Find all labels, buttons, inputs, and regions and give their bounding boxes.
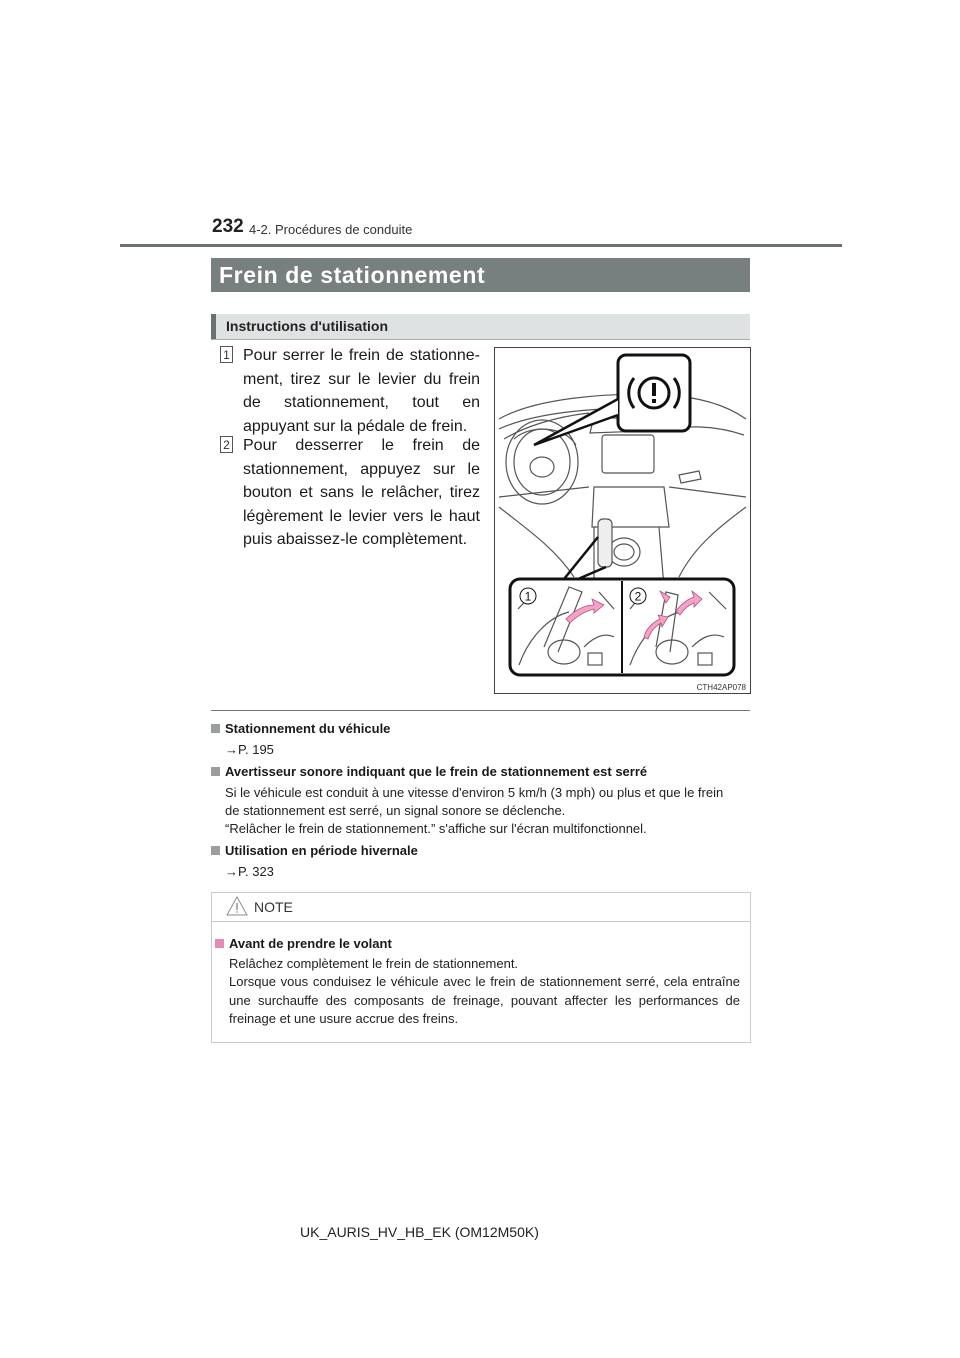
header-rule xyxy=(120,244,842,247)
caution-body-line-1: Relâchez complètement le frein de stationnement. xyxy=(229,956,519,971)
caution-header-rule xyxy=(212,921,750,922)
breadcrumb: 4-2. Procédures de conduite xyxy=(249,222,413,237)
caution-heading: Avant de prendre le volant xyxy=(215,936,392,951)
note-body-parking: →P. 195 xyxy=(225,742,274,757)
illustration-code: CTH42AP078 xyxy=(696,683,746,692)
note-heading-parking: Stationnement du véhicule xyxy=(211,721,390,736)
caution-label: NOTE xyxy=(254,899,293,915)
caution-triangle-icon xyxy=(226,896,248,916)
note-body-winter: →P. 323 xyxy=(225,864,274,879)
step-number-1: 1 xyxy=(220,346,233,363)
notes-rule xyxy=(211,710,750,711)
inset-callout-2: 2 xyxy=(634,589,642,604)
step-number-2: 2 xyxy=(220,436,233,453)
subsection-title: Instructions d'utilisation xyxy=(211,314,750,339)
page-number: 232 xyxy=(212,216,244,237)
note-heading-winter: Utilisation en période hivernale xyxy=(211,843,418,858)
step-text-2: Pour desserrer le frein de stationnement, appuyez sur le bouton et sans le relâcher, tirez légèrement le levier vers le haut puis abaissez-le complètement. xyxy=(243,437,480,548)
inset-callout-1: 1 xyxy=(524,589,532,604)
step-text-1: Pour serrer le frein de stationnement, tirez sur le levier du frein de stationnement, tout en appuyant sur la pédale de frein. xyxy=(243,347,480,435)
caution-body-paragraph: Lorsque vous conduisez le véhicule avec le frein de stationnement serré, cela entraîne une surchauffe des composants de freinage, pouvant affecter les performances de freinage et une usure accrue des freins. xyxy=(229,974,740,1026)
note-body-buzzer: Si le véhicule est conduit à une vitesse d'environ 5 km/h (3 mph) ou plus et que le frein de stationnement est serré, un signal sonore se déclenche. “Relâcher le frein de stationnement.” s'affiche sur l'écran multifonctionnel. xyxy=(225,785,724,836)
note-heading-buzzer: Avertisseur sonore indiquant que le frein de stationnement est serré xyxy=(211,764,647,779)
section-title: Frein de stationnement xyxy=(211,258,750,292)
subsection-rule xyxy=(211,339,750,340)
footer-document-code: UK_AURIS_HV_HB_EK (OM12M50K) xyxy=(300,1224,539,1240)
parking-brake-illustration xyxy=(494,347,751,694)
